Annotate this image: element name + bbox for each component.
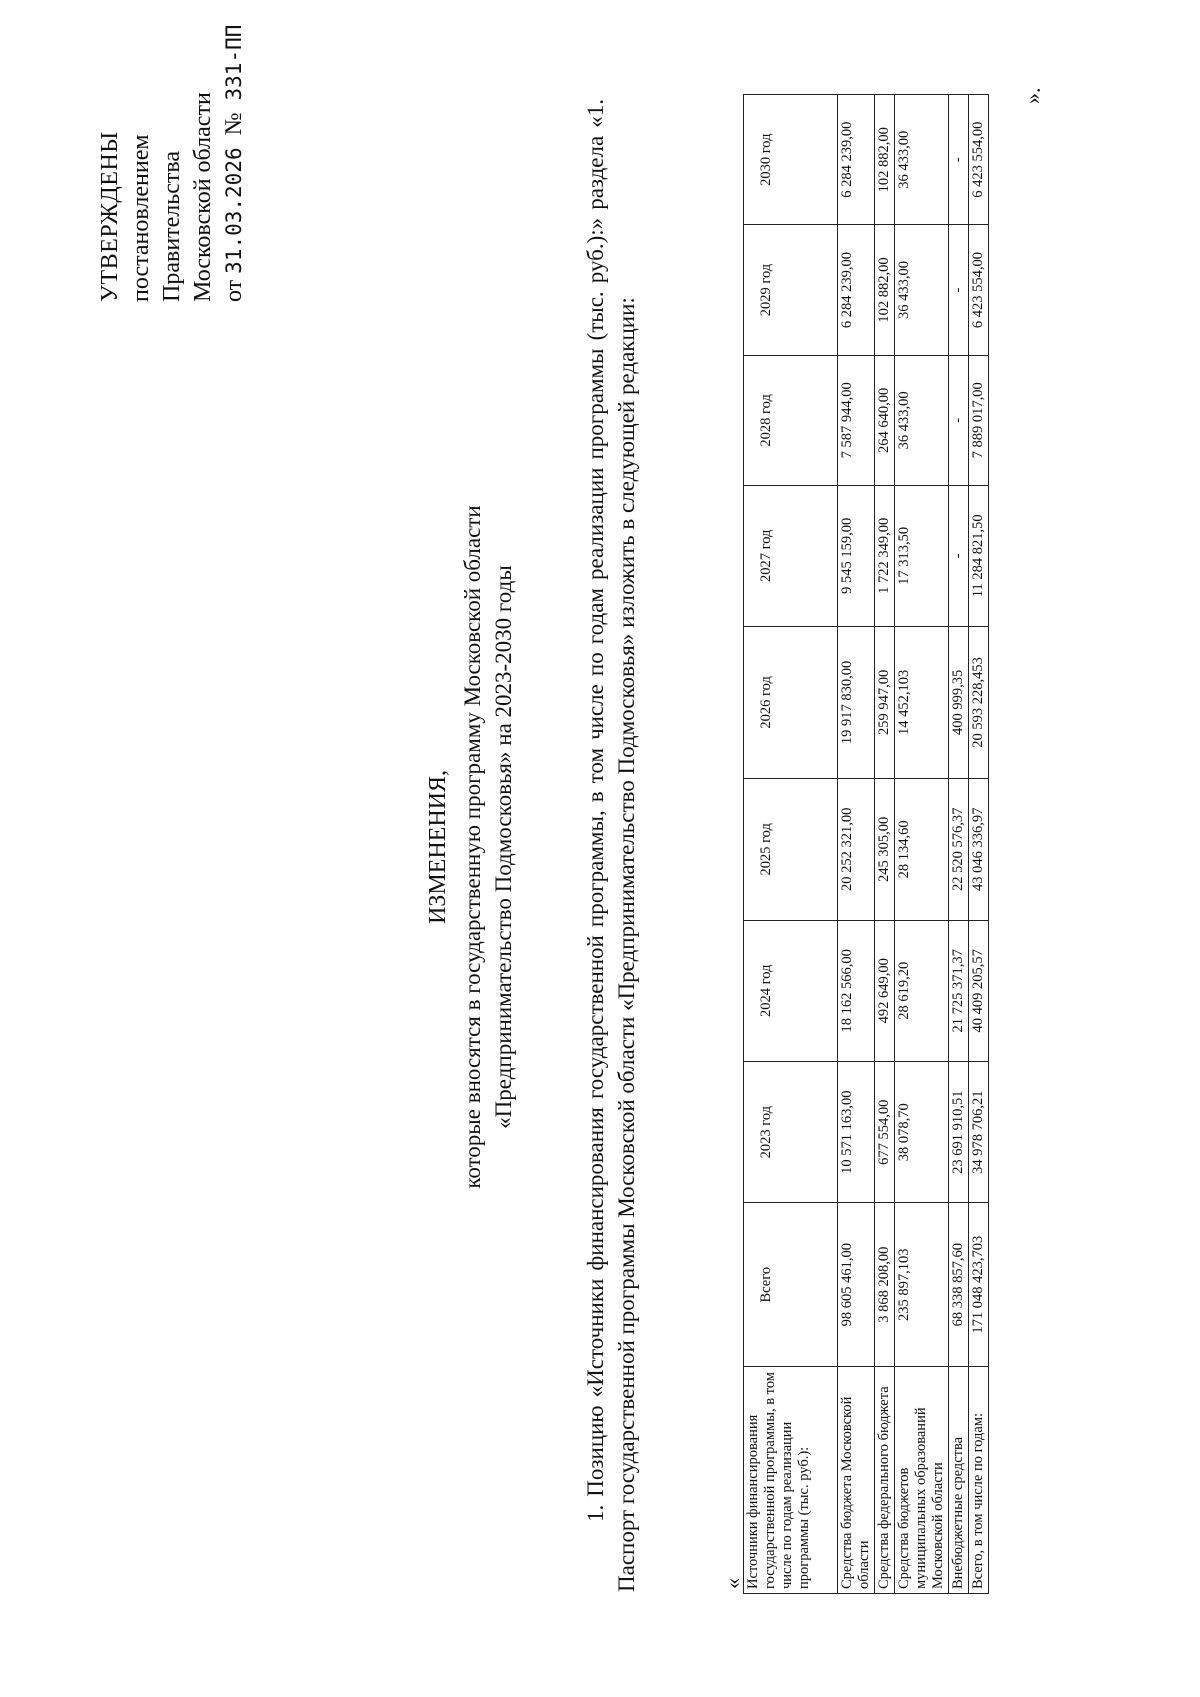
cell: 264 640,00 bbox=[875, 355, 895, 485]
row-label: Всего, в том числе по годам: bbox=[969, 1367, 989, 1594]
header-2024: 2024 год bbox=[744, 920, 838, 1061]
document-subtitle-2: «Предпринимательство Подмосковья» на 2023-2030 годы bbox=[491, 565, 516, 1129]
cell: 28 134,60 bbox=[895, 779, 949, 920]
cell: 38 078,70 bbox=[895, 1061, 949, 1202]
cell: - bbox=[949, 486, 969, 627]
approval-line-2: постановлением Правительства bbox=[128, 134, 185, 302]
approval-number: 331-ПП bbox=[222, 24, 246, 101]
cell: 677 554,00 bbox=[875, 1061, 895, 1202]
cell: 492 649,00 bbox=[875, 920, 895, 1061]
financing-table bbox=[743, 94, 989, 1594]
number-sign: № bbox=[221, 112, 247, 136]
header-2029: 2029 год bbox=[744, 225, 838, 355]
row-label: Средства федерального бюджета bbox=[875, 1367, 895, 1594]
cell: 6 284 239,00 bbox=[838, 95, 875, 225]
cell: 20 593 228,453 bbox=[969, 626, 989, 779]
table-row bbox=[895, 95, 949, 1594]
cell: - bbox=[949, 225, 969, 355]
cell: 19 917 830,00 bbox=[838, 626, 875, 779]
cell: 6 284 239,00 bbox=[838, 225, 875, 355]
cell: 7 889 017,00 bbox=[969, 355, 989, 485]
cell: 235 897,103 bbox=[895, 1203, 949, 1367]
cell: 102 882,00 bbox=[875, 95, 895, 225]
cell: 43 046 336,97 bbox=[969, 779, 989, 920]
table-row bbox=[949, 95, 969, 1594]
cell: 400 999,35 bbox=[949, 626, 969, 779]
cell: 10 571 163,00 bbox=[838, 1061, 875, 1202]
approval-date-line bbox=[219, 0, 250, 302]
cell: 36 433,00 bbox=[895, 355, 949, 485]
table-row bbox=[838, 95, 875, 1594]
paragraph-text: 1. Позицию «Источники финансирования государственной программы, в том числе по годам реализации программы (тыс. руб.):» раздела «1. Паспорт государственной программы Московской области «Предпринимательство Подмосковья» изложить в следующей редакции: bbox=[583, 99, 639, 1592]
row-label: Средства бюджета Московской области bbox=[838, 1367, 875, 1594]
cell: 18 162 566,00 bbox=[838, 920, 875, 1061]
cell: 171 048 423,703 bbox=[969, 1203, 989, 1367]
row-label: Внебюджетные средства bbox=[949, 1367, 969, 1594]
table-row bbox=[875, 95, 895, 1594]
date-prefix: от bbox=[221, 279, 247, 302]
cell: 11 284 821,50 bbox=[969, 486, 989, 627]
amendment-paragraph bbox=[580, 99, 642, 1592]
opening-quote: « bbox=[720, 1578, 745, 1589]
row-label: Средства бюджетов муниципальных образований Московской области bbox=[895, 1367, 949, 1594]
cell: 98 605 461,00 bbox=[838, 1203, 875, 1367]
cell: 68 338 857,60 bbox=[949, 1203, 969, 1367]
approval-block bbox=[95, 0, 250, 302]
cell: 6 423 554,00 bbox=[969, 225, 989, 355]
cell: 7 587 944,00 bbox=[838, 355, 875, 485]
cell: 17 313,50 bbox=[895, 486, 949, 627]
header-2025: 2025 год bbox=[744, 779, 838, 920]
document-subtitle-1: которые вносятся в государственную программу Московской области bbox=[460, 505, 485, 1189]
header-2027: 2027 год bbox=[744, 486, 838, 627]
header-2023: 2023 год bbox=[744, 1061, 838, 1202]
table-header-row bbox=[744, 95, 838, 1594]
cell: 102 882,00 bbox=[875, 225, 895, 355]
cell: 6 423 554,00 bbox=[969, 95, 989, 225]
cell: 14 452,103 bbox=[895, 626, 949, 779]
cell: 36 433,00 bbox=[895, 225, 949, 355]
cell: 259 947,00 bbox=[875, 626, 895, 779]
approval-line-3: Московской области bbox=[190, 92, 216, 302]
document-title: ИЗМЕНЕНИЯ, bbox=[425, 769, 451, 925]
header-2030: 2030 год bbox=[744, 95, 838, 225]
cell: 21 725 371,37 bbox=[949, 920, 969, 1061]
cell: 3 868 208,00 bbox=[875, 1203, 895, 1367]
header-2026: 2026 год bbox=[744, 626, 838, 779]
cell: 20 252 321,00 bbox=[838, 779, 875, 920]
cell: 40 409 205,57 bbox=[969, 920, 989, 1061]
cell: 9 545 159,00 bbox=[838, 486, 875, 627]
cell: 28 619,20 bbox=[895, 920, 949, 1061]
cell: 245 305,00 bbox=[875, 779, 895, 920]
cell: 23 691 910,51 bbox=[949, 1061, 969, 1202]
cell: 22 520 576,37 bbox=[949, 779, 969, 920]
cell: 36 433,00 bbox=[895, 95, 949, 225]
header-total: Всего bbox=[744, 1203, 838, 1367]
table-row-total bbox=[969, 95, 989, 1594]
source-column-header: Источники финансирования государственной программы, в том числе по годам реализации программы (тыс. руб.): bbox=[744, 1367, 838, 1594]
header-2028: 2028 год bbox=[744, 355, 838, 485]
approval-date: 31.03.2026 bbox=[222, 147, 246, 274]
cell: - bbox=[949, 95, 969, 225]
cell: 34 978 706,21 bbox=[969, 1061, 989, 1202]
cell: 1 722 349,00 bbox=[875, 486, 895, 627]
cell: - bbox=[949, 355, 969, 485]
closing-quote: ». bbox=[1020, 87, 1045, 104]
approval-title: УТВЕРЖДЕНЫ bbox=[97, 131, 123, 302]
